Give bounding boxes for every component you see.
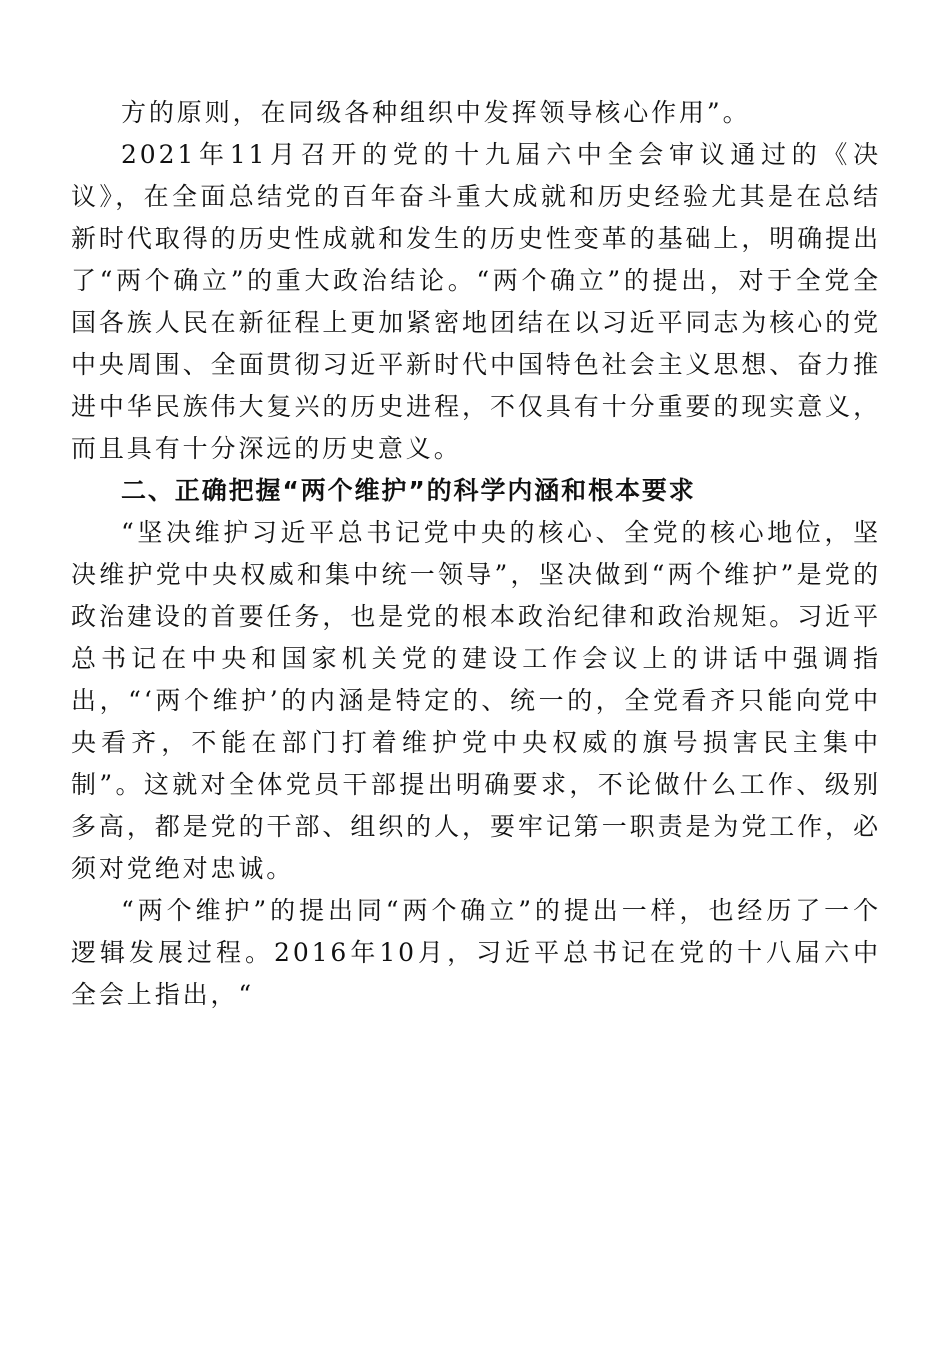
- paragraph-leadership-principle: 方的原则，在同级各种组织中发挥领导核心作用”。: [121, 98, 751, 127]
- section-heading-two-upholds: 二、正确把握“两个维护”的科学内涵和根本要求: [121, 476, 696, 505]
- document-page: [71, 92, 881, 1016]
- paragraph-two-establishments: 2021年11月召开的党的十九届六中全会审议通过的《决议》，在全面总结党的百年奋斗重大成就和历史经验尤其是在总结新时代取得的历史性成就和发生的历史性变革的基础上，明确提出了“两个确立”的重大政治结论。“两个确立”的提出，对于全党全国各族人民在新征程上更加紧密地团结在以习近平同志为核心的党中央周围、全面贯彻习近平新时代中国特色社会主义思想、奋力推进中华民族伟大复兴的历史进程，不仅具有十分重要的现实意义，而且具有十分深远的历史意义。: [71, 140, 881, 463]
- paragraph-two-upholds-meaning: “坚决维护习近平总书记党中央的核心、全党的核心地位，坚决维护党中央权威和集中统一领导”，坚决做到“两个维护”是党的政治建设的首要任务，也是党的根本政治纪律和政治规矩。习近平总书记在中央和国家机关党的建设工作会议上的讲话中强调指出，“‘两个维护’的内涵是特定的、统一的，全党看齐只能向党中央看齐，不能在部门打着维护党中央权威的旗号损害民主集中制”。这就对全体党员干部提出明确要求，不论做什么工作、级别多高，都是党的干部、组织的人，要牢记第一职责是为党工作，必须对党绝对忠诚。: [71, 518, 881, 883]
- paragraph-two-upholds-history: “两个维护”的提出同“两个确立”的提出一样，也经历了一个逻辑发展过程。2016年10月，习近平总书记在党的十八届六中全会上指出，“: [71, 896, 881, 1009]
